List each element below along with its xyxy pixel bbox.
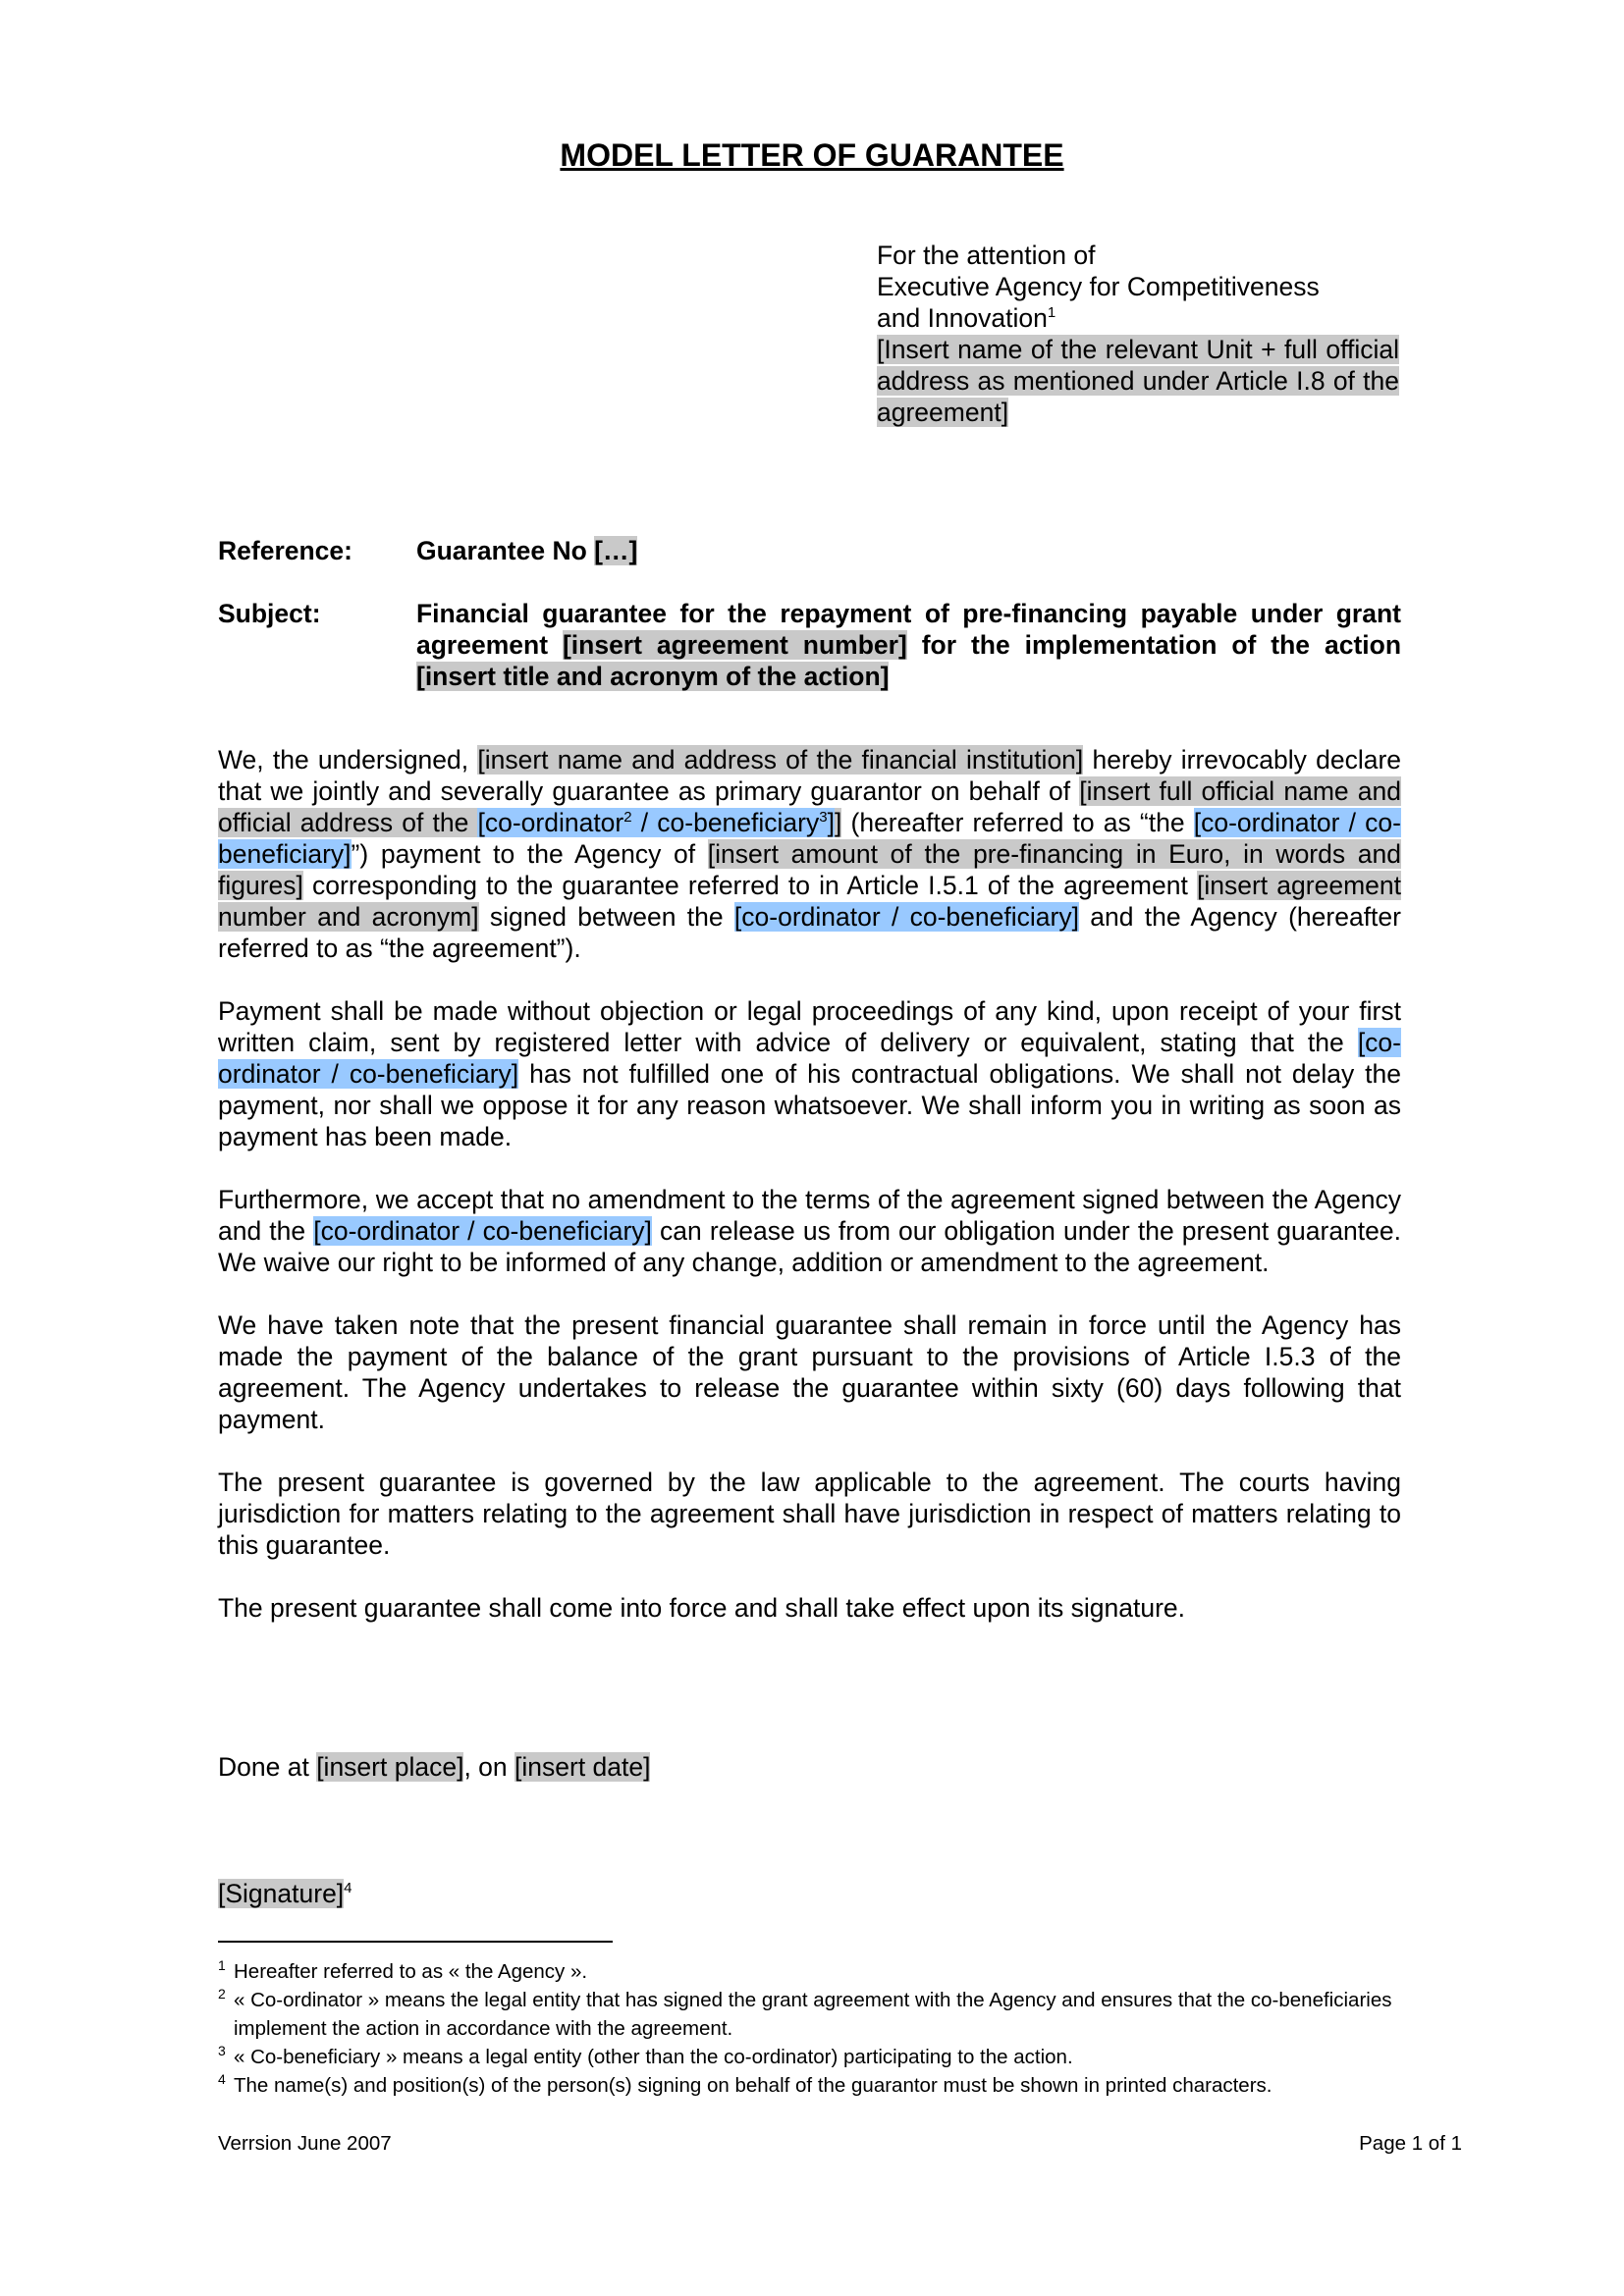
subject-row	[218, 598, 1401, 692]
coordinator-placeholder: [co-ordinator / co-beneficiary]	[733, 902, 1079, 932]
footnote-separator	[218, 1941, 613, 1943]
recipient-line: and Innovation$^1$	[877, 303, 1056, 333]
paragraph-payment: Payment shall be made without objection or legal proceedings of any kind, upon receipt of your first written claim, sent by registered letter with advice of delivery or equivalent, stating that the [co-ordinator / co-beneficiary] has not fulfilled one of his contractual obligations. We shall not delay the payment, nor shall we oppose it for any reason whatsoever. We shall inform you in writing as soon as payment has been made.	[218, 996, 1402, 1151]
footnotes	[218, 1957, 1406, 2100]
footnote-ref: 4	[344, 1880, 352, 1897]
footnote: 1 Hereafter referred to as « the Agency ».	[218, 1957, 588, 1983]
official-name-placeholder: [insert full official name and official address of the [co-ordinator$^2$ / co-beneficiary$^3$]]	[218, 776, 1401, 837]
paragraph-governing-law: The present guarantee is governed by the law applicable to the agreement. The courts having jurisdiction for matters relating to the agreement shall have jurisdiction in respect of matters relating to this guarantee.	[218, 1468, 1401, 1560]
reference-row	[218, 535, 1401, 566]
paragraph-amendment: Furthermore, we accept that no amendment to the terms of the agreement signed between the Agency and the [co-ordinator / co-beneficiary] can release us from our obligation under the present guarantee. We waive our right to be informed of any change, addition or amendment to the agreement.	[218, 1185, 1401, 1277]
signature-placeholder: [Signature]	[218, 1879, 345, 1908]
paragraph-validity: We have taken note that the present financial guarantee shall remain in force until the Agency has made the payment of the balance of the grant pursuant to the provisions of Article I.5.3 of the agreement. The Agency undertakes to release the guarantee within sixty (60) days following that payment.	[218, 1310, 1401, 1434]
recipient-line: For the attention of	[877, 240, 1096, 270]
paragraph-entry-into-force: The present guarantee shall come into force and shall take effect upon its signature.	[218, 1593, 1186, 1623]
agreement-number-placeholder: [insert agreement number]	[562, 630, 907, 660]
place-placeholder: [insert place]	[316, 1752, 464, 1782]
footnote-ref: 1	[1047, 304, 1056, 322]
paragraph-declaration: We, the undersigned, [insert name and address of the financial institution] hereby irrevocably declare that we jointly and severally guarantee as primary guarantor on behalf of [insert full official name and official address of the [co-ordinator$^2$ / co-beneficiary$^3$]] (hereafter referred to as “the [co-ordinator / co-beneficiary]”) payment to the Agency of [insert amount of the pre-financing in Euro, in words and figures] corresponding to the guarantee referred to in Article I.5.1 of the agreement [insert agreement number and acronym] signed between the [co-ordinator / co-beneficiary] and the Agency (hereafter referred to as “the agreement”).	[218, 745, 1402, 963]
coordinator-placeholder: [co-ordinator / co-beneficiary]	[218, 808, 1401, 869]
recipient-block	[877, 240, 1399, 428]
done-at-line: Done at [insert place], on [insert date]	[218, 1752, 651, 1782]
guarantee-number-placeholder: […]	[594, 536, 638, 565]
institution-placeholder: [insert name and address of the financial institution]	[477, 745, 1084, 774]
coordinator-placeholder: [co-ordinator / co-beneficiary]	[313, 1216, 652, 1246]
footnote-ref: 3	[819, 809, 828, 827]
recipient-address-placeholder: [Insert name of the relevant Unit + full official address as mentioned under Article I.8 of the agreement]	[877, 335, 1399, 427]
page-number: Page 1 of 1	[1359, 2132, 1462, 2155]
subject-value: Financial guarantee for the repayment of pre-financing payable under grant agreement [insert agreement number] for the implementation of the action [insert title and acronym of the action]	[416, 599, 1402, 691]
coordinator-placeholder: [co-ordinator$^2$ / co-beneficiary$^3$]	[477, 808, 835, 837]
reference-label: Reference:	[218, 536, 352, 565]
footnote: 3 « Co-beneficiary » means a legal entity (other than the co-ordinator) participating to the action.	[218, 2043, 1073, 2068]
coordinator-placeholder: [co-ordinator / co-beneficiary]	[218, 1028, 1401, 1089]
footnote: 2 « Co-ordinator » means the legal entity that has signed the grant agreement with the Agency and ensures that the co-beneficiaries implement the action in accordance with the agreement.	[218, 1986, 1392, 2040]
agreement-acronym-placeholder: [insert agreement number and acronym]	[218, 871, 1401, 932]
recipient-line: Executive Agency for Competitiveness	[877, 272, 1320, 301]
letter-body	[218, 744, 1401, 1655]
footnote: 4 The name(s) and position(s) of the person(s) signing on behalf of the guarantor must be shown in printed characters.	[218, 2071, 1272, 2097]
date-placeholder: [insert date]	[514, 1752, 651, 1782]
action-title-placeholder: [insert title and acronym of the action]	[416, 662, 890, 691]
footnote-ref: 2	[623, 809, 632, 827]
signature-line	[218, 1878, 352, 1909]
document-title: MODEL LETTER OF GUARANTEE	[560, 137, 1064, 173]
amount-placeholder: [insert amount of the pre-financing in Euro, in words and figures]	[218, 839, 1402, 900]
reference-value: Guarantee No […]	[416, 536, 638, 565]
version-label: Verrsion June 2007	[218, 2132, 392, 2155]
subject-label: Subject:	[218, 599, 321, 628]
